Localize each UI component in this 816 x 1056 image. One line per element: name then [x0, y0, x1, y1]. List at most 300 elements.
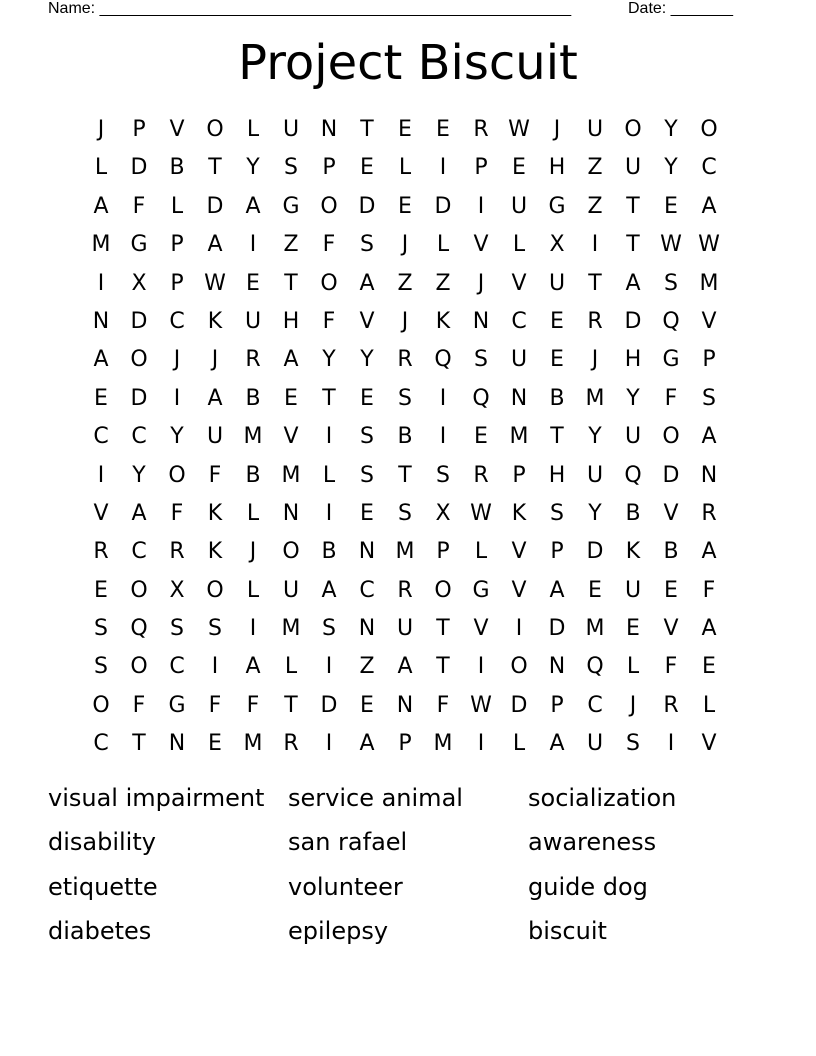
grid-letter: E	[284, 385, 298, 411]
grid-letter: U	[548, 270, 566, 296]
grid-letter: O	[168, 462, 186, 488]
grid-letter: O	[434, 577, 452, 603]
grid-letter: S	[398, 500, 412, 526]
word-bank-item: volunteer	[288, 872, 403, 901]
grid-letter: Y	[664, 117, 678, 142]
grid-letter: E	[512, 155, 526, 181]
grid-letter: Q	[662, 308, 680, 334]
grid-letter: O	[320, 270, 338, 296]
grid-letter: P	[474, 155, 488, 181]
grid-row	[82, 188, 728, 226]
grid-letter: V	[511, 270, 527, 296]
header	[48, 0, 748, 20]
grid-letter: C	[131, 424, 147, 450]
grid-letter: K	[207, 308, 223, 334]
grid-letter: S	[474, 347, 488, 373]
grid-letter: R	[473, 462, 489, 488]
grid-letter: J	[211, 347, 219, 373]
grid-letter: T	[284, 270, 298, 296]
grid-letter: I	[97, 462, 105, 488]
grid-letter: C	[169, 654, 185, 680]
grid-letter: I	[515, 616, 523, 642]
grid-row	[82, 648, 728, 686]
grid-row	[82, 265, 728, 303]
grid-letter: L	[284, 654, 298, 680]
grid-row	[82, 533, 728, 571]
grid-letter: B	[245, 462, 261, 488]
grid-letter: G	[282, 193, 300, 219]
grid-letter: U	[586, 117, 604, 142]
grid-letter: Y	[588, 500, 602, 526]
grid-letter: B	[321, 539, 337, 565]
grid-letter: E	[436, 117, 450, 142]
grid-letter: W	[204, 270, 226, 296]
grid-letter: L	[398, 155, 412, 181]
grid-letter: F	[702, 577, 716, 603]
grid-letter: E	[702, 654, 716, 680]
grid-letter: D	[624, 308, 642, 334]
grid-letter: S	[360, 232, 374, 258]
grid-letter: U	[244, 308, 262, 334]
grid-letter: R	[397, 347, 413, 373]
grid-letter: C	[131, 539, 147, 565]
grid-letter: U	[586, 731, 604, 757]
grid-row	[82, 457, 728, 495]
grid-letter: R	[93, 539, 109, 565]
grid-letter: C	[359, 577, 375, 603]
grid-letter: A	[93, 347, 109, 373]
grid-letter: I	[667, 731, 675, 757]
grid-letter: K	[435, 308, 451, 334]
grid-letter: B	[169, 155, 185, 181]
grid-letter: Q	[130, 616, 148, 642]
grid-letter: R	[473, 117, 489, 142]
grid-letter: V	[663, 500, 679, 526]
grid-letter: P	[512, 462, 526, 488]
word-bank-item: etiquette	[48, 872, 158, 901]
grid-row	[82, 341, 728, 379]
grid-letter: O	[130, 347, 148, 373]
grid-letter: S	[360, 462, 374, 488]
grid-letter: S	[626, 731, 640, 757]
grid-letter: T	[208, 155, 222, 181]
grid-letter: C	[701, 155, 717, 181]
grid-letter: L	[246, 577, 260, 603]
grid-letter: G	[130, 232, 148, 258]
grid-letter: S	[550, 500, 564, 526]
grid-letter: L	[322, 462, 336, 488]
grid-letter: P	[322, 155, 336, 181]
word-bank-item: diabetes	[48, 916, 152, 945]
grid-letter: Z	[283, 232, 299, 258]
grid-letter: M	[395, 539, 415, 565]
grid-letter: A	[625, 270, 641, 296]
grid-letter: J	[629, 692, 637, 718]
grid-letter: Z	[435, 270, 451, 296]
grid-letter: P	[436, 539, 450, 565]
grid-letter: E	[550, 347, 564, 373]
grid-letter: Z	[587, 193, 603, 219]
grid-letter: H	[282, 308, 300, 334]
grid-letter: U	[624, 424, 642, 450]
grid-letter: I	[325, 500, 333, 526]
word-bank-item: disability	[48, 828, 156, 857]
grid-letter: R	[397, 577, 413, 603]
grid-letter: E	[360, 385, 374, 411]
grid-letter: D	[130, 155, 148, 181]
word-bank-item: biscuit	[528, 916, 607, 945]
grid-letter: V	[93, 500, 109, 526]
grid-letter: R	[283, 731, 299, 757]
grid-letter: Y	[322, 347, 336, 373]
grid-letter: Y	[664, 155, 678, 181]
grid-letter: N	[92, 308, 110, 334]
grid-letter: Q	[624, 462, 642, 488]
grid-letter: L	[512, 232, 526, 258]
grid-letter: Y	[246, 155, 260, 181]
grid-letter: M	[281, 616, 301, 642]
grid-letter: V	[359, 308, 375, 334]
grid-letter: A	[701, 539, 717, 565]
grid-letter: I	[325, 424, 333, 450]
grid-letter: D	[662, 462, 680, 488]
grid-letter: N	[168, 731, 186, 757]
grid-letter: C	[93, 731, 109, 757]
grid-letter: D	[320, 692, 338, 718]
grid-letter: U	[282, 577, 300, 603]
grid-letter: J	[401, 308, 409, 334]
grid-letter: R	[245, 347, 261, 373]
grid-letter: A	[131, 500, 147, 526]
grid-letter: T	[398, 462, 412, 488]
grid-letter: F	[246, 692, 260, 718]
grid-letter: I	[325, 731, 333, 757]
grid-letter: A	[549, 731, 565, 757]
grid-letter: E	[360, 692, 374, 718]
grid-letter: S	[398, 385, 412, 411]
grid-letter: B	[625, 500, 641, 526]
letter-grid	[82, 111, 728, 764]
grid-letter: I	[477, 193, 485, 219]
grid-letter: V	[283, 424, 299, 450]
grid-letter: E	[360, 500, 374, 526]
grid-letter: S	[436, 462, 450, 488]
grid-letter: K	[207, 500, 223, 526]
grid-letter: J	[477, 270, 485, 296]
grid-letter: D	[206, 193, 224, 219]
grid-letter: Y	[170, 424, 184, 450]
grid-letter: R	[701, 500, 717, 526]
grid-row	[82, 572, 728, 610]
grid-row	[82, 149, 728, 187]
grid-letter: A	[359, 270, 375, 296]
word-bank-item: guide dog	[528, 872, 648, 901]
grid-letter: A	[283, 347, 299, 373]
grid-letter: A	[93, 193, 109, 219]
grid-letter: T	[588, 270, 602, 296]
grid-letter: N	[548, 654, 566, 680]
grid-letter: I	[249, 616, 257, 642]
grid-letter: W	[470, 500, 492, 526]
grid-letter: E	[94, 577, 108, 603]
grid-letter: C	[169, 308, 185, 334]
grid-row	[82, 111, 728, 149]
grid-letter: C	[511, 308, 527, 334]
grid-letter: M	[243, 731, 263, 757]
grid-letter: T	[132, 731, 146, 757]
grid-letter: E	[398, 193, 412, 219]
grid-letter: B	[663, 539, 679, 565]
grid-row	[82, 226, 728, 264]
grid-letter: R	[587, 308, 603, 334]
grid-letter: G	[662, 347, 680, 373]
grid-letter: T	[436, 654, 450, 680]
grid-letter: T	[360, 117, 374, 142]
grid-letter: V	[473, 616, 489, 642]
grid-letter: P	[550, 539, 564, 565]
grid-letter: I	[477, 654, 485, 680]
grid-letter: S	[170, 616, 184, 642]
grid-letter: L	[626, 654, 640, 680]
grid-letter: O	[624, 117, 642, 142]
grid-letter: E	[664, 577, 678, 603]
grid-letter: P	[398, 731, 412, 757]
grid-letter: T	[626, 232, 640, 258]
word-bank-item: epilepsy	[288, 916, 389, 945]
grid-letter: P	[170, 232, 184, 258]
grid-letter: I	[325, 654, 333, 680]
grid-letter: E	[588, 577, 602, 603]
grid-row	[82, 495, 728, 533]
grid-row	[82, 725, 728, 763]
grid-letter: F	[322, 308, 336, 334]
grid-letter: A	[549, 577, 565, 603]
grid-letter: S	[94, 654, 108, 680]
grid-letter: J	[553, 117, 561, 142]
grid-letter: H	[548, 462, 566, 488]
grid-letter: R	[663, 692, 679, 718]
grid-letter: E	[626, 616, 640, 642]
grid-letter: M	[91, 232, 111, 258]
grid-letter: N	[282, 500, 300, 526]
grid-letter: O	[282, 539, 300, 565]
grid-letter: B	[549, 385, 565, 411]
grid-letter: I	[249, 232, 257, 258]
grid-letter: Q	[586, 654, 604, 680]
grid-letter: M	[585, 616, 605, 642]
grid-letter: T	[550, 424, 564, 450]
word-bank-item: service animal	[288, 784, 463, 812]
grid-letter: V	[701, 731, 717, 757]
grid-letter: D	[130, 385, 148, 411]
grid-letter: L	[94, 155, 108, 181]
word-bank-item: socialization	[528, 784, 677, 812]
grid-letter: A	[701, 193, 717, 219]
grid-letter: G	[472, 577, 490, 603]
grid-letter: O	[92, 692, 110, 718]
grid-letter: F	[132, 193, 146, 219]
grid-letter: A	[701, 424, 717, 450]
grid-letter: R	[169, 539, 185, 565]
grid-letter: G	[548, 193, 566, 219]
grid-letter: F	[208, 462, 222, 488]
grid-letter: J	[401, 232, 409, 258]
word-bank-item: awareness	[528, 828, 657, 857]
grid-letter: D	[548, 616, 566, 642]
grid-letter: O	[510, 654, 528, 680]
grid-letter: M	[243, 424, 263, 450]
grid-letter: L	[436, 232, 450, 258]
grid-letter: P	[702, 347, 716, 373]
grid-letter: I	[439, 424, 447, 450]
grid-letter: U	[510, 347, 528, 373]
grid-letter: O	[700, 117, 718, 142]
grid-letter: S	[360, 424, 374, 450]
grid-letter: A	[245, 654, 261, 680]
grid-letter: S	[94, 616, 108, 642]
grid-letter: C	[587, 692, 603, 718]
word-bank-item: visual impairment	[48, 784, 265, 812]
grid-letter: I	[439, 385, 447, 411]
grid-letter: F	[664, 654, 678, 680]
grid-letter: V	[663, 616, 679, 642]
grid-letter: O	[130, 654, 148, 680]
grid-letter: O	[206, 117, 224, 142]
grid-letter: F	[664, 385, 678, 411]
grid-letter: L	[512, 731, 526, 757]
grid-letter: K	[207, 539, 223, 565]
grid-letter: I	[173, 385, 181, 411]
grid-letter: X	[435, 500, 451, 526]
grid-letter: X	[131, 270, 147, 296]
grid-letter: U	[282, 117, 300, 142]
grid-letter: D	[434, 193, 452, 219]
grid-letter: T	[284, 692, 298, 718]
grid-letter: N	[358, 616, 376, 642]
grid-letter: U	[396, 616, 414, 642]
grid-letter: E	[398, 117, 412, 142]
grid-letter: O	[320, 193, 338, 219]
grid-letter: Y	[132, 462, 146, 488]
grid-letter: Y	[588, 424, 602, 450]
grid-letter: A	[207, 232, 223, 258]
grid-letter: E	[474, 424, 488, 450]
date-field-label: Date: _______	[628, 0, 733, 17]
grid-letter: Q	[472, 385, 490, 411]
grid-letter: U	[624, 577, 642, 603]
grid-letter: T	[322, 385, 336, 411]
grid-letter: E	[208, 731, 222, 757]
grid-letter: E	[360, 155, 374, 181]
grid-letter: F	[322, 232, 336, 258]
grid-letter: D	[358, 193, 376, 219]
grid-letter: L	[246, 117, 260, 142]
grid-letter: E	[94, 385, 108, 411]
grid-letter: T	[626, 193, 640, 219]
grid-letter: S	[664, 270, 678, 296]
grid-letter: O	[206, 577, 224, 603]
grid-letter: C	[93, 424, 109, 450]
grid-letter: U	[624, 155, 642, 181]
grid-letter: J	[591, 347, 599, 373]
grid-row	[82, 303, 728, 341]
grid-letter: U	[510, 193, 528, 219]
grid-row	[82, 610, 728, 648]
grid-letter: Y	[626, 385, 640, 411]
grid-letter: N	[396, 692, 414, 718]
grid-letter: S	[322, 616, 336, 642]
grid-letter: A	[359, 731, 375, 757]
grid-letter: I	[477, 731, 485, 757]
grid-letter: X	[169, 577, 185, 603]
grid-letter: N	[320, 117, 338, 142]
grid-letter: M	[509, 424, 529, 450]
grid-letter: D	[510, 692, 528, 718]
grid-letter: N	[510, 385, 528, 411]
grid-letter: A	[207, 385, 223, 411]
grid-letter: Z	[359, 654, 375, 680]
grid-letter: L	[474, 539, 488, 565]
grid-letter: X	[549, 232, 565, 258]
grid-letter: B	[397, 424, 413, 450]
grid-letter: A	[701, 616, 717, 642]
grid-letter: H	[548, 155, 566, 181]
grid-letter: P	[170, 270, 184, 296]
grid-letter: J	[249, 539, 257, 565]
word-bank	[48, 776, 768, 953]
grid-letter: V	[701, 308, 717, 334]
grid-letter: W	[508, 117, 530, 142]
grid-letter: A	[397, 654, 413, 680]
grid-letter: P	[132, 117, 146, 142]
grid-letter: U	[586, 462, 604, 488]
grid-letter: O	[662, 424, 680, 450]
grid-letter: I	[211, 654, 219, 680]
grid-letter: K	[625, 539, 641, 565]
grid-letter: S	[208, 616, 222, 642]
grid-letter: M	[699, 270, 719, 296]
grid-row	[82, 687, 728, 725]
grid-letter: K	[511, 500, 527, 526]
grid-letter: Y	[360, 347, 374, 373]
grid-letter: M	[281, 462, 301, 488]
grid-letter: F	[170, 500, 184, 526]
grid-letter: L	[170, 193, 184, 219]
grid-letter: I	[591, 232, 599, 258]
grid-letter: I	[97, 270, 105, 296]
grid-letter: S	[702, 385, 716, 411]
grid-letter: N	[358, 539, 376, 565]
grid-letter: N	[700, 462, 718, 488]
grid-letter: L	[246, 500, 260, 526]
grid-letter: E	[550, 308, 564, 334]
grid-letter: V	[473, 232, 489, 258]
grid-letter: S	[284, 155, 298, 181]
grid-letter: T	[436, 616, 450, 642]
grid-letter: Q	[434, 347, 452, 373]
word-bank-item: san rafael	[288, 828, 408, 857]
grid-letter: V	[511, 539, 527, 565]
grid-letter: D	[130, 308, 148, 334]
grid-letter: M	[585, 385, 605, 411]
grid-letter: V	[169, 117, 185, 142]
name-field-label: Name: _____________________________________________________	[48, 0, 572, 17]
grid-letter: E	[664, 193, 678, 219]
grid-row	[82, 418, 728, 456]
grid-letter: P	[550, 692, 564, 718]
grid-letter: N	[472, 308, 490, 334]
grid-letter: F	[132, 692, 146, 718]
